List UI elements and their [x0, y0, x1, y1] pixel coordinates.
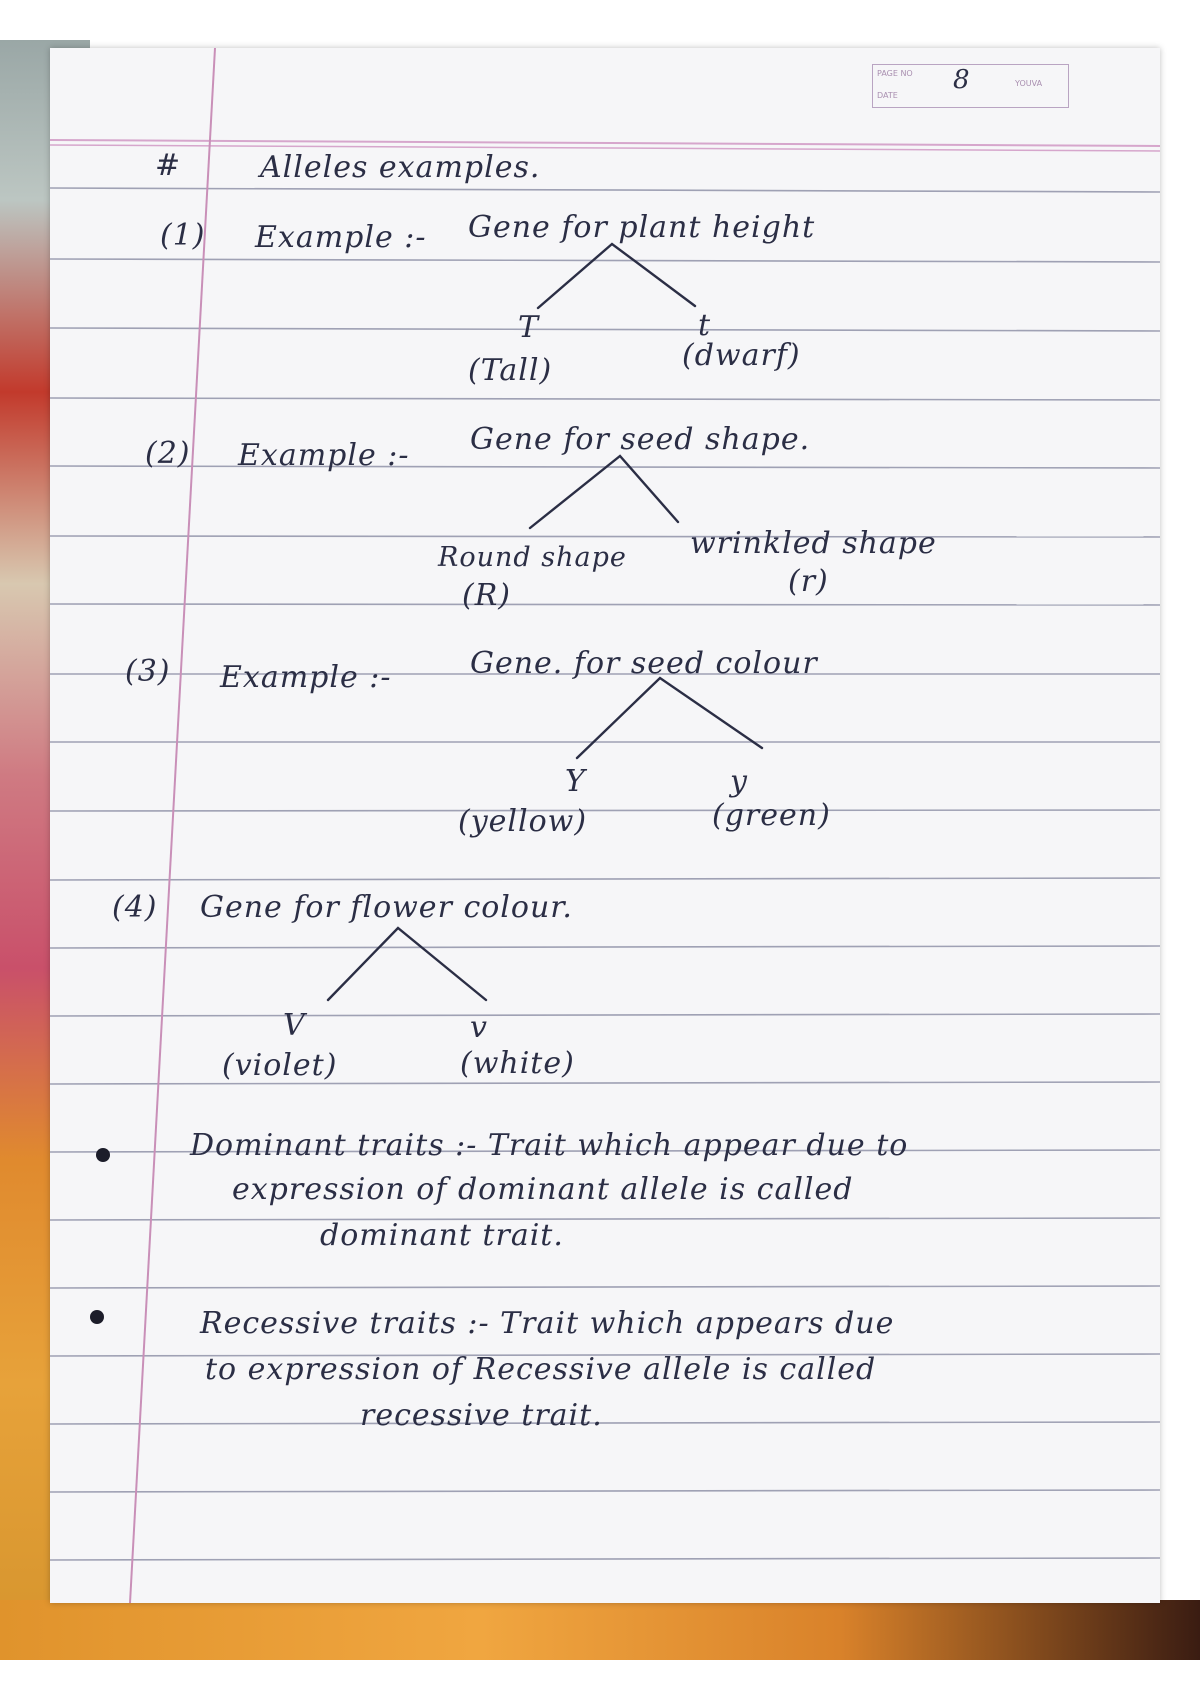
- page-number-box: PAGE NO DATE YOUVA 8: [872, 64, 1069, 108]
- example-3-left-symbol: Y: [565, 764, 586, 799]
- example-4-left-name: (violet): [222, 1048, 338, 1083]
- example-1-left-symbol: T: [518, 310, 540, 345]
- example-2-right-symbol: (r): [788, 564, 829, 599]
- definition-recessive-line-1: Recessive traits :- Trait which appears due: [200, 1306, 895, 1341]
- example-2-left-symbol: (R): [462, 578, 511, 613]
- example-2-gene: Gene for seed shape.: [470, 422, 811, 457]
- example-4-left-symbol: V: [283, 1008, 306, 1043]
- example-1-right-symbol: t: [698, 308, 712, 343]
- bullet-dominant: [96, 1148, 110, 1162]
- example-3-right-name: (green): [712, 798, 831, 833]
- definition-recessive-line-2: to expression of Recessive allele is called: [205, 1352, 877, 1387]
- example-4-gene: Gene for flower colour.: [200, 890, 573, 925]
- example-3-left-name: (yellow): [458, 804, 588, 839]
- page-number: 8: [953, 65, 970, 95]
- page-title: Alleles examples.: [260, 150, 541, 185]
- notebook-page: [50, 48, 1160, 1603]
- example-2-number: (2): [145, 436, 191, 471]
- definition-recessive-line-3: recessive trait.: [360, 1398, 603, 1433]
- example-1-right-name: (dwarf): [682, 338, 801, 373]
- example-1-label: Example :-: [255, 220, 427, 255]
- definition-dominant-line-1: Dominant traits :- Trait which appear due to: [190, 1128, 909, 1163]
- example-2-right-name: wrinkled shape: [690, 526, 937, 561]
- definition-dominant-line-2: expression of dominant allele is called: [232, 1172, 854, 1207]
- example-1-gene: Gene for plant height: [468, 210, 816, 245]
- example-4-right-name: (white): [460, 1046, 575, 1081]
- example-2-label: Example :-: [238, 438, 410, 473]
- example-3-gene: Gene. for seed colour: [470, 646, 818, 681]
- bullet-recessive: [90, 1310, 104, 1324]
- definition-dominant-line-3: dominant trait.: [320, 1218, 564, 1253]
- example-4-right-symbol: v: [470, 1010, 488, 1045]
- example-4-number: (4): [112, 890, 158, 925]
- background-fabric-bottom: [0, 1600, 1200, 1660]
- example-1-left-name: (Tall): [468, 353, 553, 388]
- example-3-label: Example :-: [220, 660, 392, 695]
- example-1-number: (1): [160, 218, 206, 253]
- example-2-left-name: Round shape: [438, 542, 627, 573]
- heading-mark: #: [155, 148, 182, 183]
- example-3-right-symbol: y: [730, 764, 748, 799]
- example-3-number: (3): [125, 654, 171, 689]
